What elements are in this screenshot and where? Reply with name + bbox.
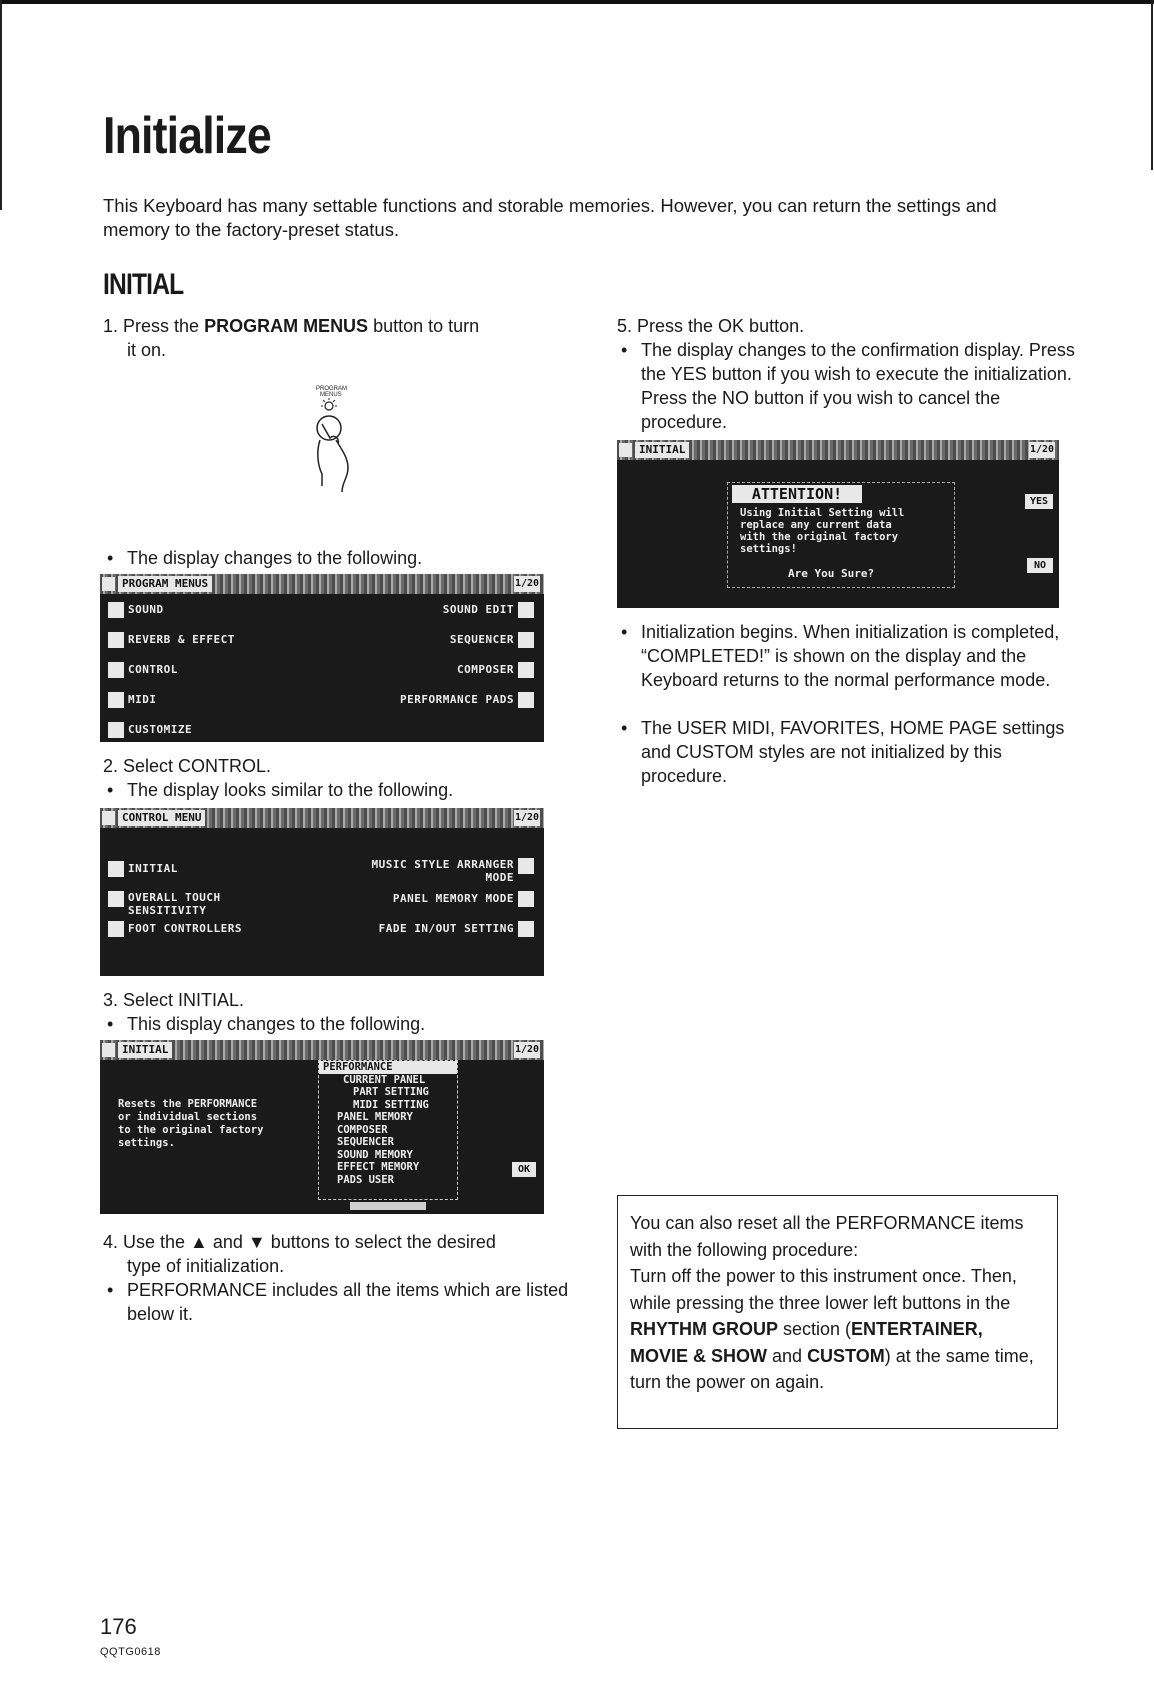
screen-title-bar	[100, 808, 544, 828]
menu-item-label: MIDI	[128, 693, 157, 706]
control-icon	[108, 662, 124, 678]
menu-item-control[interactable]	[104, 662, 178, 678]
note-line2: Turn off the power to this instrument once. Then, while pressing the three lower left buttons in the	[630, 1266, 1017, 1313]
step-1-line2: it on.	[127, 340, 167, 360]
step-4-line2: type of initialization.	[127, 1256, 285, 1276]
note-line3: section (	[778, 1319, 852, 1339]
pads-icon	[518, 692, 534, 708]
attention-dialog	[727, 482, 955, 588]
panel-memory-icon	[518, 891, 534, 907]
page-number: 176	[100, 1614, 137, 1639]
step-4	[103, 1230, 563, 1278]
menu-item-label: CONTROL	[128, 663, 178, 676]
step-3: 3. Select INITIAL.	[103, 990, 245, 1010]
bullet-performance-includes: • PERFORMANCE includes all the items which are listed below it.	[103, 1278, 577, 1326]
menu-item-midi[interactable]	[104, 692, 157, 708]
menu-item-label: SEQUENCER	[449, 633, 514, 646]
desc-line: Resets the PERFORMANCE	[118, 1098, 258, 1110]
svg-text:MENUS: MENUS	[320, 392, 342, 398]
initial-screen	[100, 1040, 544, 1214]
menu-item-label: COMPOSER	[457, 663, 514, 676]
list-item[interactable]: PANEL MEMORY	[337, 1111, 413, 1123]
note-box	[617, 1195, 1058, 1429]
arranger-icon	[518, 858, 534, 874]
foot-controller-icon	[108, 921, 124, 937]
menu-item-label: FADE IN/OUT SETTING	[378, 922, 514, 935]
fade-icon	[518, 921, 534, 937]
menu-item-reverb[interactable]	[104, 632, 235, 648]
scroll-arrows[interactable]	[350, 1202, 426, 1210]
screen-tab: INITIAL	[118, 1042, 172, 1058]
note-bold1: RHYTHM GROUP	[630, 1319, 778, 1339]
page-indicator: 1/20	[1029, 442, 1055, 458]
confirm-question: Are You Sure?	[788, 567, 875, 580]
sound-icon	[108, 602, 124, 618]
list-item[interactable]: MIDI SETTING	[353, 1098, 429, 1111]
menu-item-label: REVERB & EFFECT	[128, 633, 235, 646]
attention-message	[740, 507, 904, 555]
menu-item-composer[interactable]	[457, 662, 538, 678]
list-item[interactable]: PART SETTING	[353, 1086, 429, 1098]
step-2: 2. Select CONTROL.	[103, 756, 272, 776]
list-item[interactable]: COMPOSER	[337, 1123, 388, 1136]
menu-item-foot-controllers[interactable]	[104, 921, 242, 937]
list-item[interactable]: SEQUENCER	[337, 1136, 394, 1148]
page-indicator: 1/20	[514, 576, 540, 592]
bullet-display-changes-1: • The display changes to the following.	[103, 546, 577, 570]
desc-line: or individual sections	[118, 1111, 258, 1123]
note-bold3: CUSTOM	[807, 1345, 885, 1366]
intro-paragraph: This Keyboard has many settable functions and storable memories. However, you can return the settings and memory to the factory-preset status.	[103, 195, 997, 240]
reverb-icon	[108, 632, 124, 648]
step-1-prefix: 1. Press the	[103, 316, 205, 336]
page-title: Initialize	[103, 107, 271, 165]
initial-description	[118, 1098, 263, 1150]
menu-item-label: INITIAL	[128, 862, 178, 875]
menu-item-performance-pads[interactable]	[400, 692, 538, 708]
screen-tab: INITIAL	[635, 442, 689, 458]
menu-item-arranger-mode[interactable]	[358, 858, 538, 884]
menu-icon	[619, 443, 632, 457]
menu-item-label: MUSIC STYLE ARRANGER MODE	[371, 858, 514, 884]
sequencer-icon	[518, 632, 534, 648]
no-button[interactable]: NO	[1027, 558, 1053, 573]
menu-item-label: PERFORMANCE PADS	[400, 693, 514, 706]
message-line: with the original factory	[740, 531, 899, 543]
menu-item-initial[interactable]	[104, 861, 178, 877]
attention-heading: ATTENTION!	[732, 485, 862, 503]
initialize-type-list	[318, 1060, 458, 1200]
left-border	[0, 0, 2, 210]
bullet-not-initialized: • The USER MIDI, FAVORITES, HOME PAGE settings and CUSTOM styles are not initialized by this procedure.	[617, 716, 1081, 788]
screen-tab: PROGRAM MENUS	[118, 576, 212, 592]
touch-icon	[108, 891, 124, 907]
bullet-initialization-begins: • Initialization begins. When initialization is completed, “COMPLETED!” is shown on the display and the Keyboard returns to the normal performance mode.	[617, 620, 1081, 692]
note-line1: You can also reset all the PERFORMANCE items with the following procedure:	[630, 1213, 1024, 1260]
step-5: 5. Press the OK button.	[617, 316, 805, 336]
svg-text:PROGRAM: PROGRAM	[316, 386, 348, 392]
menu-item-label: CUSTOMIZE	[128, 723, 193, 736]
menu-item-fade-setting[interactable]	[379, 921, 538, 937]
control-menu-screen	[100, 808, 544, 976]
desc-line: settings.	[118, 1137, 175, 1149]
bullet-confirmation-display: • The display changes to the confirmation display. Press the YES button if you wish to execute the initialization. Press the NO button if you wish to cancel the procedure.	[617, 338, 1081, 434]
menu-item-sound[interactable]	[104, 602, 164, 618]
list-item[interactable]: CURRENT PANEL	[343, 1073, 426, 1086]
menu-icon	[102, 577, 115, 591]
hand-press-icon	[296, 382, 366, 502]
menu-item-label: PANEL MEMORY MODE	[392, 892, 514, 905]
list-item[interactable]: EFFECT MEMORY	[337, 1161, 420, 1173]
menu-item-customize[interactable]	[104, 722, 192, 738]
list-item[interactable]: PADS USER	[337, 1173, 394, 1186]
step-1	[103, 314, 553, 362]
note-bold2: ENTERTAINER, MOVIE & SHOW	[630, 1319, 983, 1366]
document-code: QQTG0618	[100, 1646, 161, 1658]
bullet-this-display-changes: • This display changes to the following.	[103, 1012, 577, 1036]
menu-item-touch-sensitivity[interactable]	[104, 891, 234, 917]
screen-title-bar	[617, 440, 1059, 460]
midi-icon	[108, 692, 124, 708]
customize-icon	[108, 722, 124, 738]
right-border	[1151, 0, 1153, 170]
message-line: settings!	[740, 543, 797, 555]
menu-item-label: SOUND EDIT	[442, 603, 514, 616]
menu-item-label: SOUND	[128, 603, 164, 616]
menu-item-sequencer[interactable]	[450, 632, 538, 648]
yes-button[interactable]: YES	[1025, 494, 1053, 509]
menu-item-panel-memory-mode[interactable]	[393, 891, 538, 907]
screen-title-bar	[100, 574, 544, 594]
step-4-line1: 4. Use the ▲ and ▼ buttons to select the desired	[103, 1232, 496, 1252]
note-line5: ) at the same time, turn the power on again.	[630, 1345, 1034, 1392]
bullet-display-looks-similar: • The display looks similar to the following.	[103, 778, 577, 802]
menu-icon	[102, 1043, 115, 1057]
program-menus-label: PROGRAM MENUS	[204, 316, 369, 336]
list-item-selected[interactable]: PERFORMANCE	[319, 1061, 457, 1074]
list-item[interactable]: SOUND MEMORY	[337, 1148, 413, 1161]
note-line4: and	[767, 1345, 808, 1366]
attention-screen	[617, 440, 1059, 608]
message-line: replace any current data	[740, 519, 892, 531]
initial-icon	[108, 861, 124, 877]
program-menus-button-illustration	[296, 382, 366, 502]
step-1-suffix: button to turn	[368, 316, 480, 336]
screen-tab: CONTROL MENU	[118, 810, 205, 826]
message-line: Using Initial Setting will	[740, 507, 905, 519]
page-indicator: 1/20	[514, 810, 540, 826]
composer-icon	[518, 662, 534, 678]
top-border	[0, 0, 1154, 4]
screen-title-bar	[100, 1040, 544, 1060]
sound-edit-icon	[518, 602, 534, 618]
section-title: INITIAL	[103, 268, 184, 301]
page-indicator: 1/20	[514, 1042, 540, 1058]
desc-line: to the original factory	[118, 1124, 264, 1136]
menu-item-label: FOOT CONTROLLERS	[128, 922, 242, 935]
program-menus-screen	[100, 574, 544, 742]
menu-item-label: OVERALL TOUCH SENSITIVITY	[128, 891, 221, 917]
menu-icon	[102, 811, 115, 825]
menu-item-sound-edit[interactable]	[443, 602, 538, 618]
ok-button[interactable]: OK	[512, 1162, 536, 1177]
